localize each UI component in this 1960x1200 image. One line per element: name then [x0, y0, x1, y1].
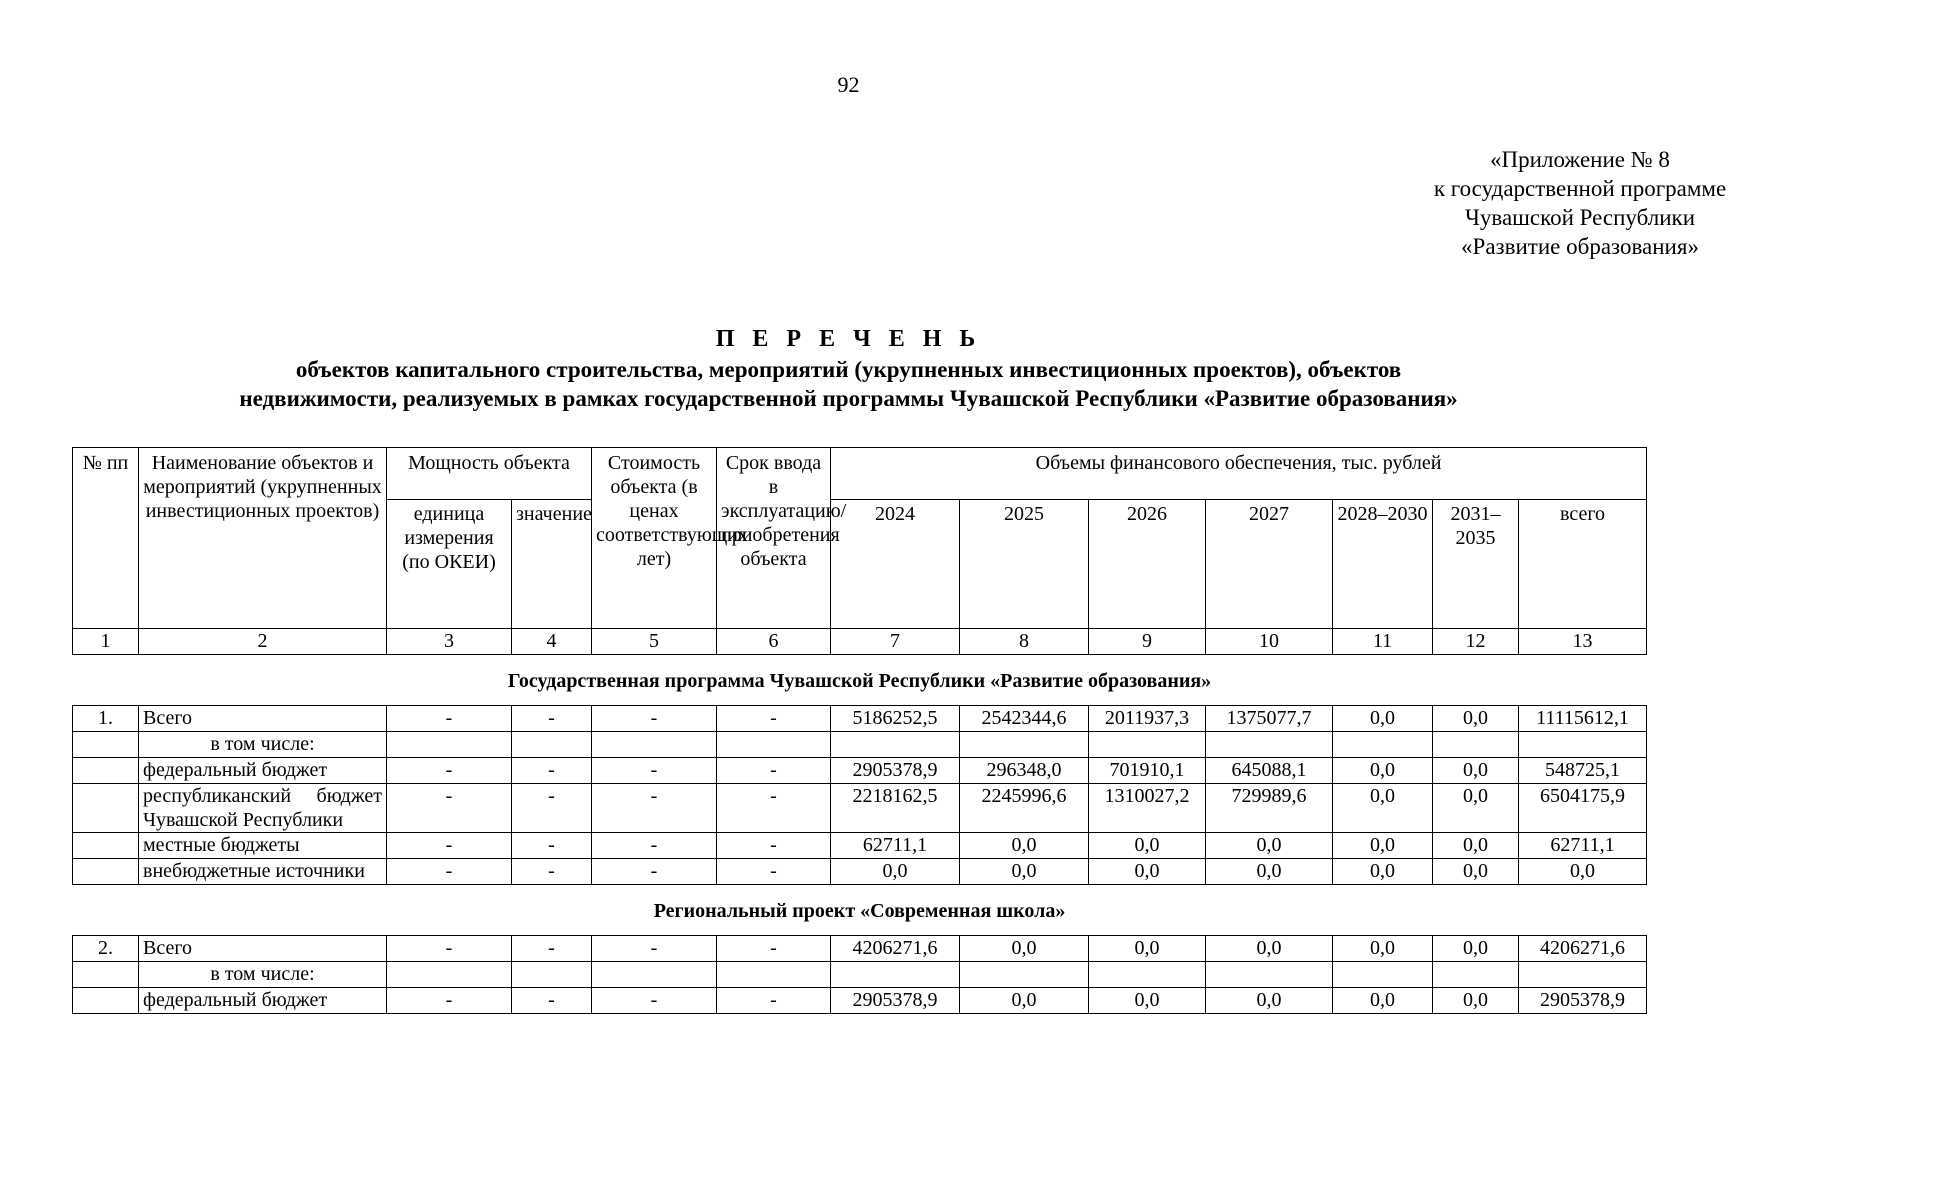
- table-cell-c6: [717, 962, 831, 988]
- table-cell-y2027: 1375077,7: [1206, 706, 1333, 732]
- table-cell-y2031: [1433, 732, 1519, 758]
- table-cell-total: [1519, 732, 1647, 758]
- table-cell-y2028: 0,0: [1333, 758, 1433, 784]
- section-title: Государственная программа Чувашской Республики «Развитие образования»: [73, 655, 1647, 706]
- table-row: [73, 936, 1647, 962]
- title-heading: П Е Р Е Ч Е Н Ь: [715, 326, 982, 352]
- table-cell-c5: -: [592, 859, 717, 885]
- table-cell-y2027: [1206, 962, 1333, 988]
- table-cell-y2024: 5186252,5: [831, 706, 960, 732]
- table-cell-y2031: 0,0: [1433, 784, 1519, 833]
- table-cell-c5: [592, 962, 717, 988]
- table-row: [73, 706, 1647, 732]
- table-cell-c5: -: [592, 833, 717, 859]
- table-cell-y2024: [831, 962, 960, 988]
- header-term: Срок ввода в эксплуатацию/ приобретения объекта: [717, 448, 831, 629]
- column-number: 2: [139, 629, 387, 655]
- table-cell-c3: [387, 732, 512, 758]
- table-cell-y2028: 0,0: [1333, 988, 1433, 1014]
- table-cell-y2024: 62711,1: [831, 833, 960, 859]
- table-cell-y2025: 2245996,6: [960, 784, 1089, 833]
- page-number: 92: [837, 72, 860, 97]
- table-cell-nn: [73, 732, 139, 758]
- table-cell-y2025: 296348,0: [960, 758, 1089, 784]
- table-cell-y2024: 4206271,6: [831, 936, 960, 962]
- table-cell-name: местные бюджеты: [139, 833, 387, 859]
- table-cell-nn: 1.: [73, 706, 139, 732]
- table-cell-name: республиканский бюджет Чувашской Республики: [139, 784, 387, 833]
- table-cell-total: 0,0: [1519, 859, 1647, 885]
- table-cell-c5: -: [592, 706, 717, 732]
- table-cell-y2031: 0,0: [1433, 833, 1519, 859]
- table-cell-c6: -: [717, 706, 831, 732]
- column-number: 1: [73, 629, 139, 655]
- table-cell-c5: -: [592, 758, 717, 784]
- table-cell-y2028: [1333, 962, 1433, 988]
- table-cell-y2028: 0,0: [1333, 859, 1433, 885]
- table-cell-y2025: 0,0: [960, 988, 1089, 1014]
- table-row: [73, 833, 1647, 859]
- table-cell-y2027: 0,0: [1206, 988, 1333, 1014]
- column-number: 13: [1519, 629, 1647, 655]
- table-cell-c6: [717, 732, 831, 758]
- table-cell-y2024: 2905378,9: [831, 758, 960, 784]
- table-cell-c3: -: [387, 784, 512, 833]
- column-number: 12: [1433, 629, 1519, 655]
- column-number: 6: [717, 629, 831, 655]
- table-cell-nn: [73, 758, 139, 784]
- title-line: недвижимости, реализуемых в рамках государственной программы Чувашской Республики «Развитие образования»: [239, 386, 1458, 411]
- header-year-2025: 2025: [960, 500, 1089, 629]
- table-cell-y2027: 729989,6: [1206, 784, 1333, 833]
- header-value: значение: [512, 500, 592, 629]
- table-cell-name: Всего: [139, 706, 387, 732]
- header-years-2031-2035: 2031–2035: [1433, 500, 1519, 629]
- table-cell-c3: -: [387, 988, 512, 1014]
- table-cell-y2026: 0,0: [1089, 936, 1206, 962]
- table-cell-y2026: 0,0: [1089, 833, 1206, 859]
- table-cell-y2027: 645088,1: [1206, 758, 1333, 784]
- appendix-line: «Приложение № 8: [1490, 147, 1670, 172]
- table-cell-c4: -: [512, 706, 592, 732]
- table-cell-total: 11115612,1: [1519, 706, 1647, 732]
- table-cell-nn: [73, 962, 139, 988]
- table-cell-y2025: [960, 732, 1089, 758]
- table-cell-c5: -: [592, 936, 717, 962]
- table-cell-total: 62711,1: [1519, 833, 1647, 859]
- table-cell-y2025: 2542344,6: [960, 706, 1089, 732]
- table-cell-c6: -: [717, 758, 831, 784]
- table-cell-y2026: [1089, 962, 1206, 988]
- table-cell-y2026: [1089, 732, 1206, 758]
- table-cell-y2031: 0,0: [1433, 706, 1519, 732]
- table-cell-c3: -: [387, 833, 512, 859]
- table-cell-c3: -: [387, 936, 512, 962]
- column-numbers-row: [73, 629, 1647, 655]
- header-capacity: Мощность объекта: [387, 448, 592, 500]
- table-cell-y2028: 0,0: [1333, 936, 1433, 962]
- column-number: 9: [1089, 629, 1206, 655]
- table-cell-c4: -: [512, 758, 592, 784]
- title-line: объектов капитального строительства, мероприятий (укрупненных инвестиционных проектов), объектов: [295, 357, 1402, 382]
- table-cell-y2025: 0,0: [960, 936, 1089, 962]
- table-cell-name: федеральный бюджет: [139, 758, 387, 784]
- table-cell-total: 6504175,9: [1519, 784, 1647, 833]
- header-unit: единица измерения (по ОКЕИ): [387, 500, 512, 629]
- table-row: [73, 988, 1647, 1014]
- table-cell-c6: -: [717, 833, 831, 859]
- table-cell-c4: -: [512, 833, 592, 859]
- appendix-line: Чувашской Республики: [1464, 205, 1696, 230]
- table-row: [73, 859, 1647, 885]
- table-cell-y2024: 2218162,5: [831, 784, 960, 833]
- table-cell-y2025: [960, 962, 1089, 988]
- appendix-line: к государственной программе: [1433, 176, 1727, 201]
- table-cell-y2026: 1310027,2: [1089, 784, 1206, 833]
- table-cell-y2026: 2011937,3: [1089, 706, 1206, 732]
- table-cell-name: федеральный бюджет: [139, 988, 387, 1014]
- table-cell-y2031: 0,0: [1433, 758, 1519, 784]
- header-cost: Стоимость объекта (в ценах соответствующих лет): [592, 448, 717, 629]
- table-cell-c4: -: [512, 988, 592, 1014]
- header-total: всего: [1519, 500, 1647, 629]
- section-title: Региональный проект «Современная школа»: [73, 885, 1647, 936]
- table-cell-c3: -: [387, 758, 512, 784]
- header-nn: № пп: [73, 448, 139, 629]
- table-cell-c3: -: [387, 706, 512, 732]
- table-cell-y2025: 0,0: [960, 833, 1089, 859]
- table-cell-y2031: 0,0: [1433, 936, 1519, 962]
- table-cell-y2024: [831, 732, 960, 758]
- table-cell-y2028: 0,0: [1333, 706, 1433, 732]
- table-cell-y2024: 2905378,9: [831, 988, 960, 1014]
- column-number: 10: [1206, 629, 1333, 655]
- table-cell-c4: -: [512, 859, 592, 885]
- table-cell-name: в том числе:: [139, 732, 387, 758]
- table-cell-c5: -: [592, 784, 717, 833]
- table-cell-nn: [73, 784, 139, 833]
- table-cell-c4: -: [512, 784, 592, 833]
- column-number: 7: [831, 629, 960, 655]
- table-cell-y2031: 0,0: [1433, 859, 1519, 885]
- table-cell-nn: [73, 988, 139, 1014]
- table-cell-nn: 2.: [73, 936, 139, 962]
- table-cell-c3: [387, 962, 512, 988]
- header-years-2028-2030: 2028–2030: [1333, 500, 1433, 629]
- table-cell-c3: -: [387, 859, 512, 885]
- table-cell-y2027: 0,0: [1206, 859, 1333, 885]
- table-cell-y2028: 0,0: [1333, 784, 1433, 833]
- table-cell-y2027: 0,0: [1206, 936, 1333, 962]
- table-row: [73, 732, 1647, 758]
- table-cell-y2025: 0,0: [960, 859, 1089, 885]
- column-number: 4: [512, 629, 592, 655]
- table-cell-c6: -: [717, 784, 831, 833]
- column-number: 8: [960, 629, 1089, 655]
- table-cell-c6: -: [717, 936, 831, 962]
- header-name: Наименование объектов и мероприятий (укрупненных инвестиционных проектов): [139, 448, 387, 629]
- table-row: [73, 784, 1647, 833]
- column-number: 5: [592, 629, 717, 655]
- table-cell-y2026: 0,0: [1089, 988, 1206, 1014]
- objects-table: [72, 447, 1647, 1014]
- table-cell-name: в том числе:: [139, 962, 387, 988]
- section-row: [73, 885, 1647, 936]
- document-title: [0, 325, 1697, 413]
- table-cell-nn: [73, 833, 139, 859]
- table-cell-c4: [512, 962, 592, 988]
- table-cell-name: Всего: [139, 936, 387, 962]
- table-cell-c6: -: [717, 859, 831, 885]
- table-cell-y2024: 0,0: [831, 859, 960, 885]
- table-row: [73, 758, 1647, 784]
- header-year-2026: 2026: [1089, 500, 1206, 629]
- header-funding: Объемы финансового обеспечения, тыс. рублей: [831, 448, 1647, 500]
- table-cell-c4: -: [512, 936, 592, 962]
- table-cell-y2031: [1433, 962, 1519, 988]
- table-cell-total: 548725,1: [1519, 758, 1647, 784]
- table-cell-c5: [592, 732, 717, 758]
- table-cell-c5: -: [592, 988, 717, 1014]
- table-cell-nn: [73, 859, 139, 885]
- column-number: 11: [1333, 629, 1433, 655]
- column-number: 3: [387, 629, 512, 655]
- table-cell-y2031: 0,0: [1433, 988, 1519, 1014]
- table-cell-c6: -: [717, 988, 831, 1014]
- table-cell-y2028: 0,0: [1333, 833, 1433, 859]
- section-row: [73, 655, 1647, 706]
- table-cell-y2027: 0,0: [1206, 833, 1333, 859]
- table-cell-total: 2905378,9: [1519, 988, 1647, 1014]
- table-cell-c4: [512, 732, 592, 758]
- table-row: [73, 962, 1647, 988]
- table-cell-name: внебюджетные источники: [139, 859, 387, 885]
- table-cell-total: [1519, 962, 1647, 988]
- appendix-line: «Развитие образования»: [1461, 234, 1699, 259]
- table-cell-y2026: 0,0: [1089, 859, 1206, 885]
- header-year-2024: 2024: [831, 500, 960, 629]
- table-cell-y2028: [1333, 732, 1433, 758]
- appendix-reference: [1200, 145, 1960, 261]
- table-cell-y2027: [1206, 732, 1333, 758]
- table-cell-y2026: 701910,1: [1089, 758, 1206, 784]
- table-cell-total: 4206271,6: [1519, 936, 1647, 962]
- header-year-2027: 2027: [1206, 500, 1333, 629]
